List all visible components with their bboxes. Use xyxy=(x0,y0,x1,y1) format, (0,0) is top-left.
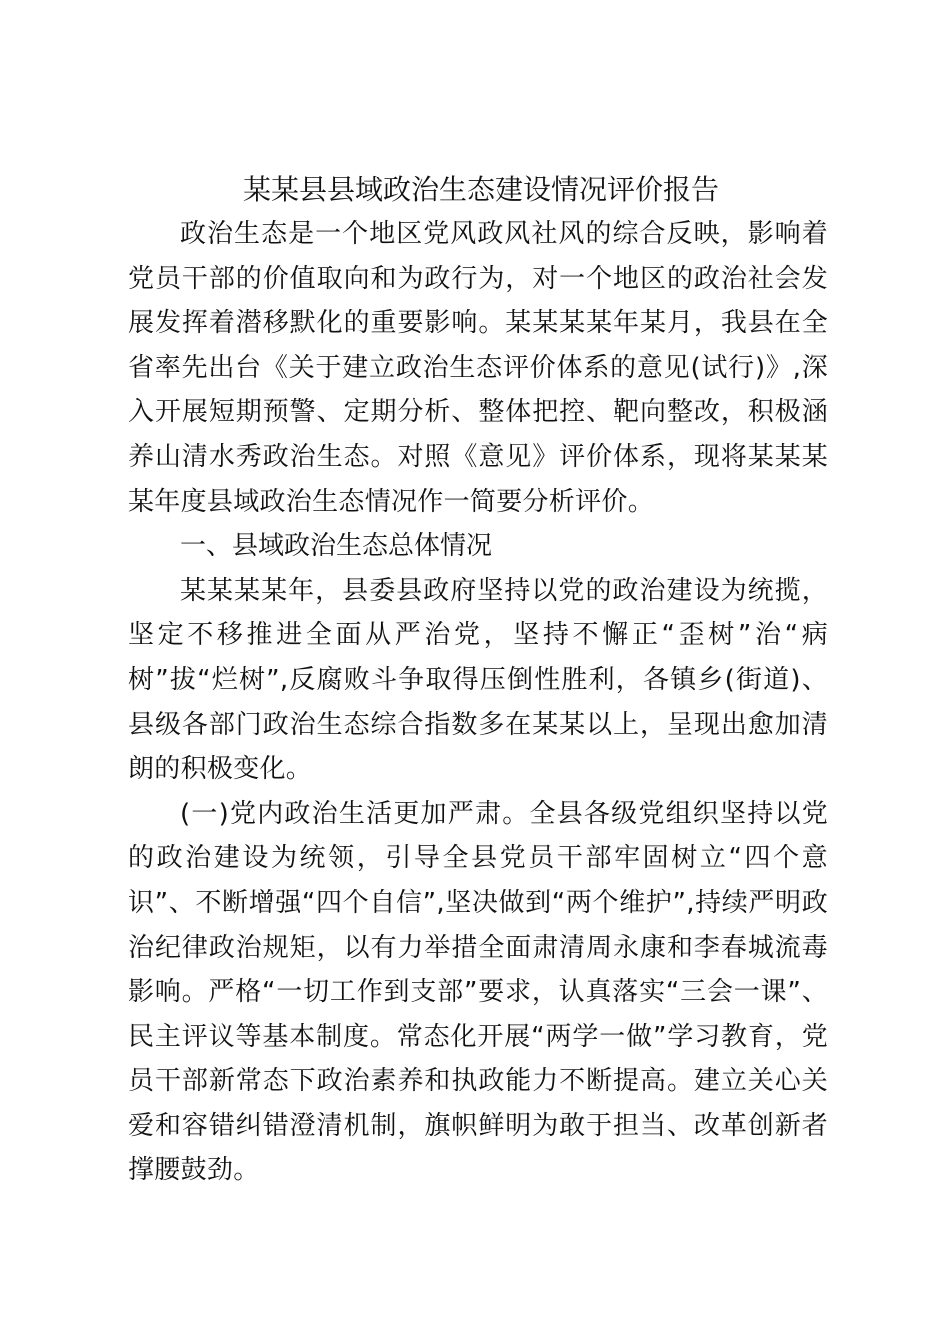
overview-paragraph: 某某某某年，县委县政府坚持以党的政治建设为统揽，坚定不移推进全面从严治党，坚持不懈正“歪树”治“病树”拔“烂树”,反腐败斗争取得压倒性胜利，各镇乡(街道)、县级各部门政治生态综合指数多在某某以上，呈现出愈加清朗的积极变化。 xyxy=(128,575,828,785)
section-heading-1: 一、县域政治生态总体情况 xyxy=(180,531,493,562)
document-page xyxy=(128,168,828,1193)
intro-paragraph: 政治生态是一个地区党风政风社风的综合反映，影响着党员干部的价值取向和为政行为，对一个地区的政治社会发展发挥着潜移默化的重要影响。某某某某年某月，我县在全省率先出台《关于建立政治生态评价体系的意见(试行)》,深入开展短期预警、定期分析、整体把控、靶向整改，积极涵养山清水秀政治生态。对照《意见》评价体系，现将某某某某年度县域政治生态情况作一简要分析评价。 xyxy=(128,219,828,517)
subsection-paragraph-1: (一)党内政治生活更加严肃。全县各级党组织坚持以党的政治建设为统领，引导全县党员干部牢固树立“四个意识”、不断增强“四个自信”,坚决做到“两个维护”,持续严明政治纪律政治规矩，以有力举措全面肃清周永康和李春城流毒影响。严格“一切工作到支部”要求，认真落实“三会一课”、民主评议等基本制度。常态化开展“两学一做”学习教育，党员干部新常态下政治素养和执政能力不断提高。建立关心关爱和容错纠错澄清机制，旗帜鲜明为敢于担当、改革创新者撑腰鼓劲。 xyxy=(128,798,828,1186)
document-title: 某某县县域政治生态建设情况评价报告 xyxy=(242,173,719,206)
